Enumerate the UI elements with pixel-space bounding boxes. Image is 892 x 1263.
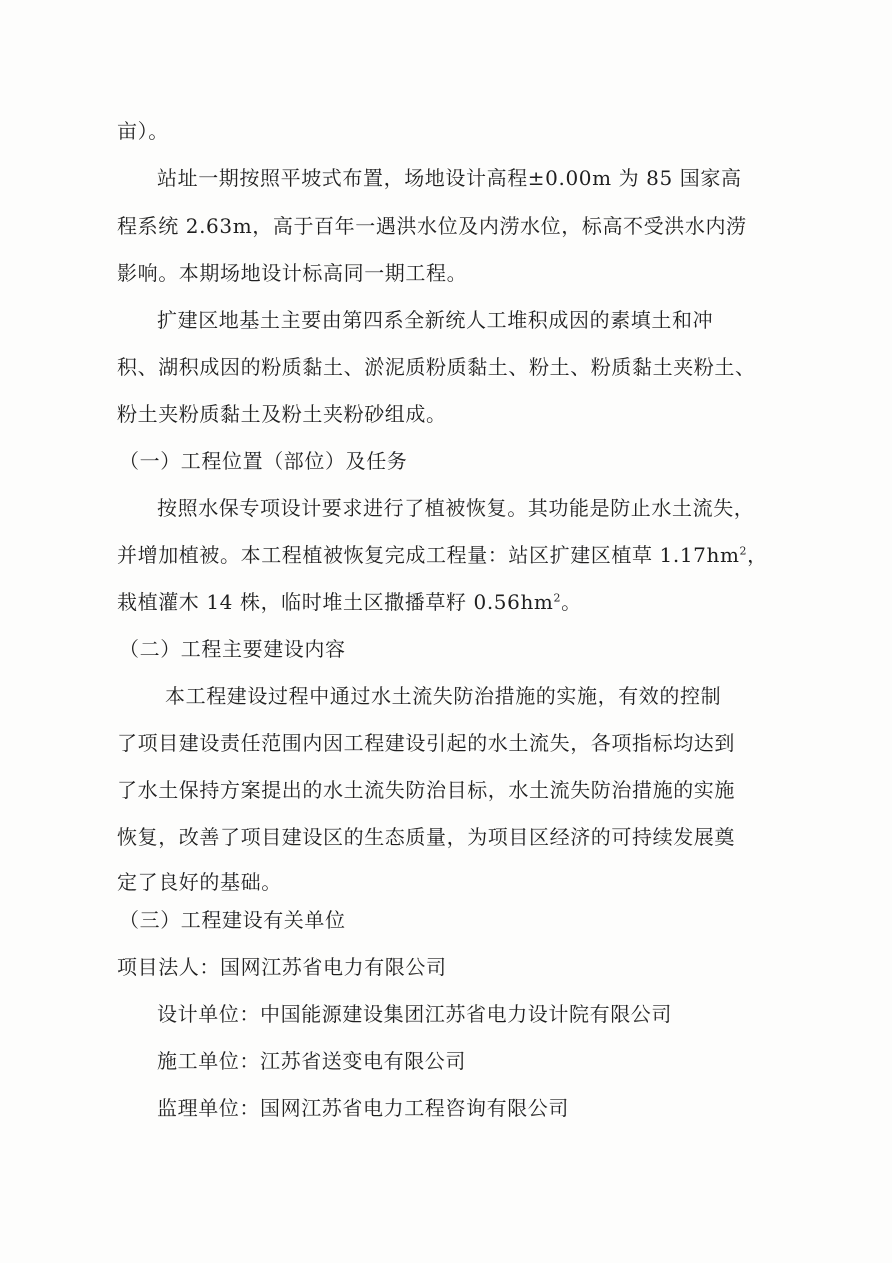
construction-unit-line: 施工单位：江苏省送变电有限公司: [157, 1049, 466, 1073]
text-line: 恢复，改善了项目建设区的生态质量，为项目区经济的可持续发展奠: [117, 825, 735, 849]
section-heading: （三）工程建设有关单位: [119, 908, 346, 932]
section-heading: （一）工程位置（部位）及任务: [119, 449, 408, 473]
text-line: 了水土保持方案提出的水土流失防治目标，水土流失防治措施的实施: [117, 778, 735, 802]
text-line: 并增加植被。本工程植被恢复完成工程量：站区扩建区植草 $1.17hm^2$，: [117, 543, 768, 567]
text-line: 了项目建设责任范围内因工程建设引起的水土流失，各项指标均达到: [117, 731, 735, 755]
project-owner-line: 项目法人：国网江苏省电力有限公司: [117, 955, 447, 979]
text-line: 本工程建设过程中通过水土流失防治措施的实施，有效的控制: [165, 684, 722, 708]
text-line: 影响。本期场地设计标高同一期工程。: [117, 261, 468, 285]
section-heading: （二）工程主要建设内容: [119, 637, 346, 661]
supervision-unit-line: 监理单位：国网江苏省电力工程咨询有限公司: [157, 1096, 569, 1120]
text-line: 积、湖积成因的粉质黏土、淤泥质粉质黏土、粉土、粉质黏土夹粉土、: [117, 355, 756, 379]
text-line: 亩）。: [117, 119, 169, 143]
text-line: 扩建区地基土主要由第四系全新统人工堆积成因的素填土和冲: [157, 308, 714, 332]
text-line: 程系统 2.63m，高于百年一遇洪水位及内涝水位，标高不受洪水内涝: [117, 214, 747, 238]
text-line: 栽植灌木 14 株，临时堆土区撒播草籽 $0.56hm^2$。: [117, 590, 582, 614]
text-line: 粉土夹粉质黏土及粉土夹粉砂组成。: [117, 402, 447, 426]
text-line: 定了良好的基础。: [117, 870, 282, 894]
text-line: 按照水保专项设计要求进行了植被恢复。其功能是防止水土流失，: [157, 496, 755, 520]
text-line: 站址一期按照平坡式布置，场地设计高程±0.00m 为 85 国家高: [157, 166, 742, 190]
design-unit-line: 设计单位：中国能源建设集团江苏省电力设计院有限公司: [157, 1002, 672, 1026]
